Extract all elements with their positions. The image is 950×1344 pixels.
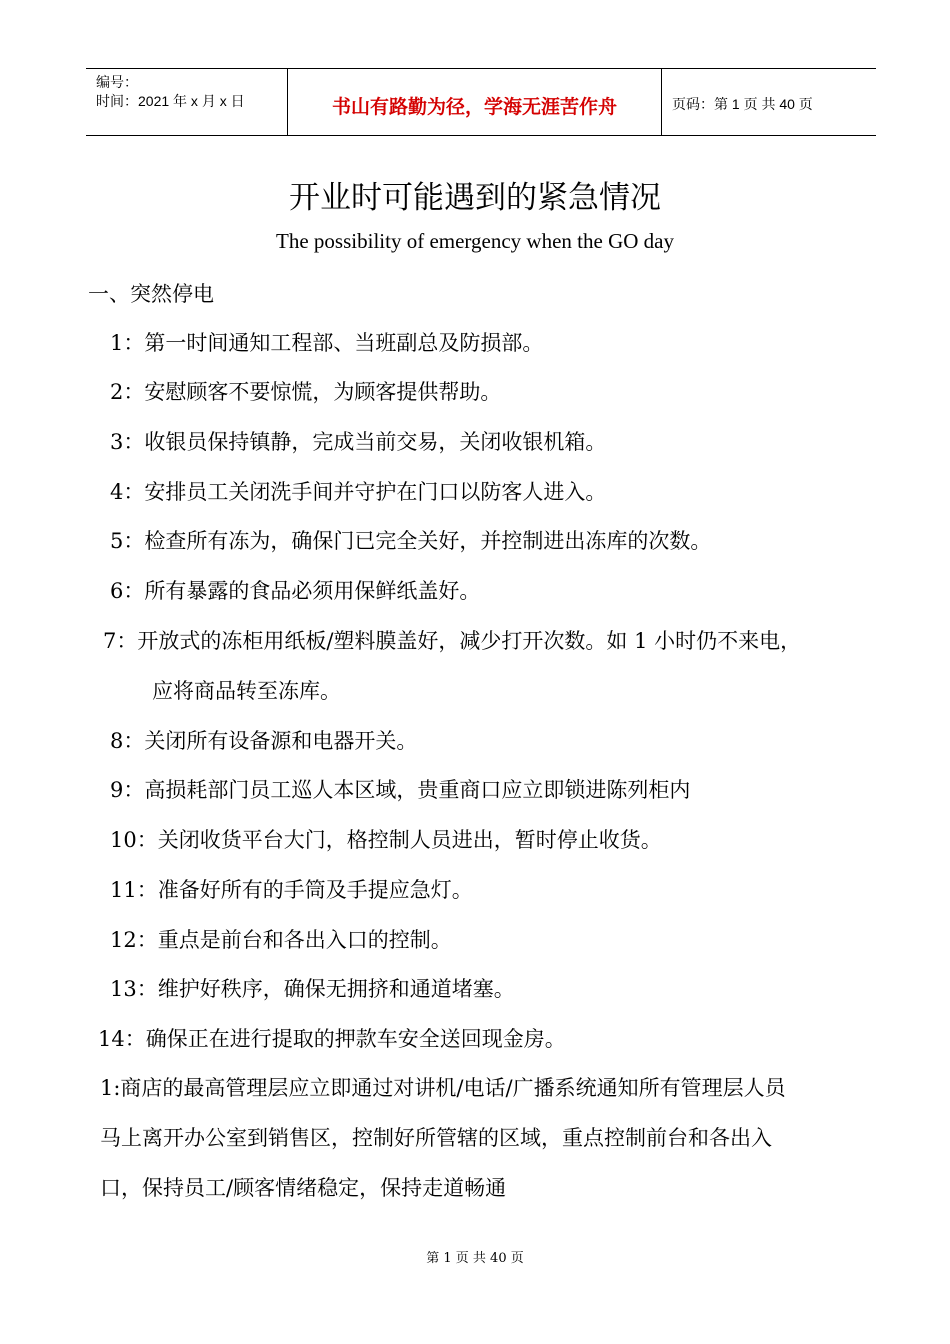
page-info: 页码：第 1 页 共 40 页 — [672, 96, 813, 112]
list-item: 7：开放式的冻柜用纸板/塑料膜盖好，减少打开次数。如 1 小时仍不来电， — [103, 629, 802, 653]
time-label: 时间：2021 年 x 月 x 日 — [96, 93, 245, 109]
header-motto-cell — [288, 69, 662, 135]
number-label: 编号： — [96, 74, 138, 90]
list-item: 10：关闭收货平台大门，格控制人员进出，暂时停止收货。 — [110, 828, 662, 852]
paragraph-line: 马上离开办公室到销售区，控制好所管辖的区域，重点控制前台和各出入 — [100, 1126, 772, 1150]
list-item: 13：维护好秩序，确保无拥挤和通道堵塞。 — [110, 977, 515, 1001]
list-item: 6：所有暴露的食品必须用保鲜纸盖好。 — [110, 579, 481, 603]
list-item: 3：收银员保持镇静，完成当前交易，关闭收银机箱。 — [110, 430, 607, 454]
paragraph-line: 口，保持员工/顾客情绪稳定，保持走道畅通 — [100, 1176, 507, 1200]
page-footer: 第 1 页 共 40 页 — [426, 1251, 524, 1266]
header-info-cell — [86, 69, 288, 135]
document-header — [86, 68, 876, 136]
list-item: 11：准备好所有的手筒及手提应急灯。 — [110, 878, 473, 902]
list-item: 5：检查所有冻为，确保门已完全关好，并控制进出冻库的次数。 — [110, 529, 712, 553]
list-item: 9：高损耗部门员工巡人本区域，贵重商口应立即锁进陈列柜内 — [110, 778, 691, 802]
list-item: 8：关闭所有设备源和电器开关。 — [110, 729, 418, 753]
header-page-cell — [662, 69, 876, 135]
paragraph-line: 1:商店的最高管理层应立即通过对讲机/电话/广播系统通知所有管理层人员 — [100, 1076, 786, 1100]
page-title: 开业时可能遇到的紧急情况 — [289, 180, 661, 216]
list-item: 2：安慰顾客不要惊慌，为顾客提供帮助。 — [110, 380, 502, 404]
list-item: 1：第一时间通知工程部、当班副总及防损部。 — [110, 331, 544, 355]
list-item: 14：确保正在进行提取的押款车安全送回现金房。 — [98, 1027, 566, 1051]
list-item: 4：安排员工关闭洗手间并守护在门口以防客人进入。 — [110, 480, 607, 504]
motto: 书山有路勤为径，学海无涯苦作舟 — [331, 97, 617, 118]
list-item: 12：重点是前台和各出入口的控制。 — [110, 928, 452, 952]
section-heading: 一、突然停电 — [88, 282, 214, 306]
page-subtitle: The possibility of emergency when the GO day — [276, 229, 674, 253]
list-item-continuation: 应将商品转至冻库。 — [152, 679, 341, 703]
